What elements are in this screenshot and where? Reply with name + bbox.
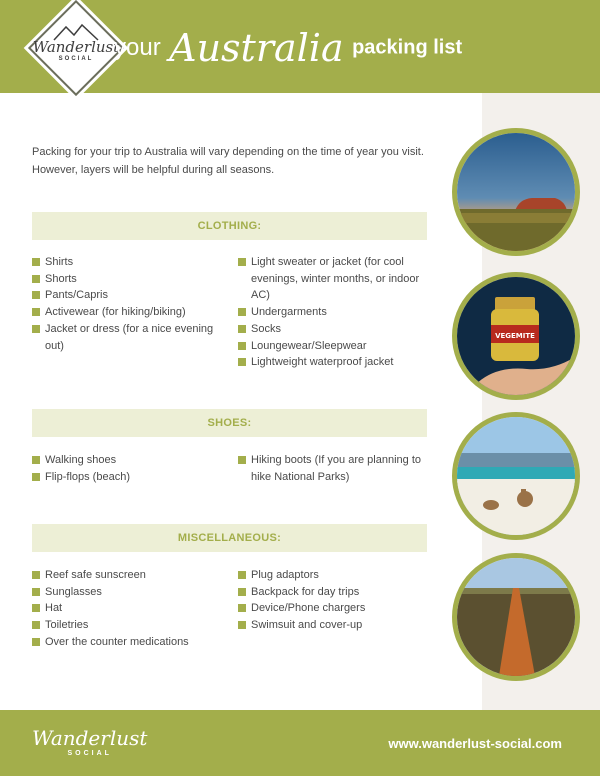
list-item: Light sweater or jacket (for cool evenings, winter months, or indoor AC) — [238, 254, 430, 304]
clothing-list-right — [238, 254, 430, 371]
list-item: Loungewear/Sleepwear — [238, 338, 430, 355]
section-heading-misc: MISCELLANEOUS: — [32, 524, 427, 552]
footer-band — [0, 710, 600, 776]
section-heading-clothing: CLOTHING: — [32, 212, 427, 240]
misc-list-right — [238, 567, 430, 634]
list-item: Shirts — [32, 254, 217, 271]
kangaroos-image — [457, 417, 575, 535]
logo-wordmark: Wanderlust — [32, 38, 120, 56]
header-band — [0, 0, 600, 93]
list-item: Plug adaptors — [238, 567, 430, 584]
list-item: Lightweight waterproof jacket — [238, 354, 430, 371]
outback-road-image — [457, 558, 575, 676]
list-item: Over the counter medications — [32, 634, 232, 651]
misc-list-left — [32, 567, 232, 651]
list-item: Hat — [32, 600, 232, 617]
list-item: Reef safe sunscreen — [32, 567, 232, 584]
list-item: Undergarments — [238, 304, 430, 321]
footer-logo — [32, 726, 147, 757]
footer-subtext: SOCIAL — [67, 750, 112, 757]
uluru-image — [457, 133, 575, 251]
list-item: Device/Phone chargers — [238, 600, 430, 617]
list-item: Sunglasses — [32, 584, 232, 601]
section-heading-shoes: SHOES: — [32, 409, 427, 437]
website-link[interactable]: www.wanderlust-social.com — [388, 736, 562, 751]
photo-vegemite — [452, 272, 580, 400]
page-title — [114, 26, 462, 76]
shoes-list-right — [238, 452, 430, 485]
photo-outback-road — [452, 553, 580, 681]
shoes-list-left — [32, 452, 217, 485]
logo-subtext: SOCIAL — [58, 56, 94, 62]
list-item: Walking shoes — [32, 452, 217, 469]
list-item: Swimsuit and cover-up — [238, 617, 430, 634]
list-item: Shorts — [32, 271, 217, 288]
list-item: Flip-flops (beach) — [32, 469, 217, 486]
title-australia: Australia — [169, 26, 344, 70]
list-item: Pants/Capris — [32, 287, 217, 304]
list-item: Activewear (for hiking/biking) — [32, 304, 217, 321]
clothing-list-left — [32, 254, 217, 354]
title-packing-list: packing list — [352, 36, 463, 59]
brand-logo — [30, 18, 122, 78]
photo-kangaroos-beach — [452, 412, 580, 540]
vegemite-label-text: VEGEMITE — [495, 332, 535, 340]
photo-uluru — [452, 128, 580, 256]
list-item: Toiletries — [32, 617, 232, 634]
list-item: Backpack for day trips — [238, 584, 430, 601]
footer-wordmark: Wanderlust — [32, 726, 148, 750]
mountains-icon — [52, 22, 100, 42]
intro-paragraph: Packing for your trip to Australia will vary depending on the time of year you visit. However, layers will be helpful during all seasons. — [32, 146, 424, 176]
list-item: Jacket or dress (for a nice evening out) — [32, 321, 217, 354]
list-item: Hiking boots (If you are planning to hike National Parks) — [238, 452, 430, 485]
title-your: your — [114, 34, 161, 61]
vegemite-image — [457, 277, 575, 395]
list-item: Socks — [238, 321, 430, 338]
